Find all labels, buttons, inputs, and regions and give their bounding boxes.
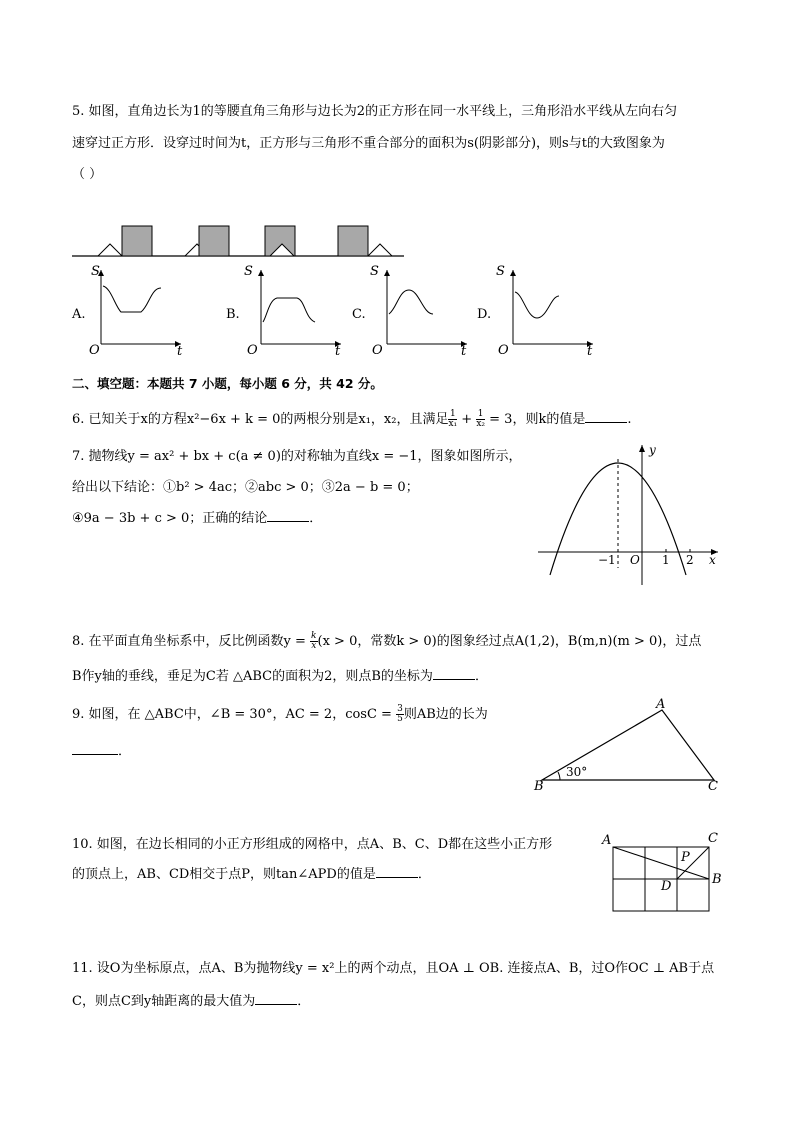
graph-d [497, 266, 597, 360]
q7-fig-1: 1 [662, 553, 670, 567]
graph-a-t-label: t [177, 344, 183, 359]
q7-end: ． [309, 511, 323, 526]
graph-c-t-label: t [461, 344, 467, 359]
q5-line3: （ ） [72, 167, 103, 182]
q11-line2-text: C，则点C到y轴距离的最大值为 [72, 994, 256, 1009]
q9-fig-c: C [708, 779, 718, 794]
graph-b [245, 266, 345, 360]
q8-line1-a: 8. 在平面直角坐标系中，反比例函数y = [72, 634, 311, 649]
q10-line1: 10. 如图，在边长相同的小正方形组成的网格中，点A、B、C、D都在这些小正方形 [72, 837, 553, 852]
option-a-label: A. [72, 307, 86, 322]
q7-fig-minus1: −1 [598, 553, 616, 567]
graph-c-origin: O [372, 343, 383, 358]
q9-fig-a: A [656, 697, 666, 712]
q9-fig-angle: 30° [566, 765, 588, 779]
q6-answer-blank[interactable] [585, 410, 627, 423]
q9-line2 [72, 742, 131, 762]
q9-fig-b: B [534, 779, 544, 794]
q10-answer-blank[interactable] [376, 865, 418, 878]
q6-plus: + [457, 412, 477, 427]
q8-frac: $\frac{k}{x}$ [311, 631, 317, 651]
q7-fig-2: 2 [686, 553, 694, 567]
q11-line1: 11. 设O为坐标原点，点A、B为抛物线y = x²上的两个动点，且OA ⊥ OB. 连接点A、B，过O作OC ⊥ AB于点 [72, 961, 715, 976]
q7-line2: 给出以下结论：①b² > 4ac；②abc > 0；③2a − b = 0； [72, 480, 419, 495]
option-b-label: B. [226, 307, 240, 322]
graph-b-s-label: S [244, 264, 253, 279]
q9-line1-a: 9. 如图，在 △ABC中，∠B = 30°，AC = 2，cosC = [72, 707, 397, 722]
q7-answer-blank[interactable] [267, 509, 309, 522]
q9-frac: $\frac{3}{5}$ [397, 704, 403, 724]
q8-line2 [72, 667, 488, 687]
q9-line1-b: 则AB边的长为 [403, 707, 488, 722]
q10-line2 [72, 865, 431, 885]
q10-end: ． [417, 867, 431, 882]
q5-line1: 5. 如图，直角边长为1的等腰直角三角形与边长为2的正方形在同一水平线上，三角形沿水平线从左向右匀 [72, 104, 678, 119]
q8-answer-blank[interactable] [433, 667, 475, 680]
q9-answer-blank[interactable] [72, 742, 118, 755]
graph-a [85, 266, 185, 360]
q11-line2 [72, 992, 310, 1012]
q9-line1 [72, 705, 488, 725]
q6-end: . [627, 412, 632, 427]
graph-d-origin: O [498, 343, 509, 358]
q5-sequence-figure [70, 222, 410, 262]
q9-triangle-figure [530, 698, 730, 793]
q6-line [72, 410, 631, 430]
q6-frac1: $\frac{1}{\text{x₁}}$ [448, 409, 458, 429]
q7-line3 [72, 509, 322, 529]
q10-fig-a: A [602, 833, 612, 848]
q7-fig-y-label: y [649, 443, 656, 457]
graph-a-s-label: S [91, 264, 100, 279]
graph-b-origin: O [247, 343, 258, 358]
q10-line2-text: 的顶点上，AB、CD相交于点P，则tan∠APD的值是 [72, 867, 376, 882]
q10-fig-d: D [661, 879, 672, 894]
q8-line2-text: B作y轴的垂线，垂足为C若 △ABC的面积为2，则点B的坐标为 [72, 669, 433, 684]
graph-d-s-label: S [496, 264, 505, 279]
q11-end: ． [297, 994, 311, 1009]
q10-fig-b: B [712, 872, 722, 887]
q9-end: ． [118, 744, 132, 759]
graph-d-t-label: t [587, 344, 593, 359]
q8-end: ． [474, 669, 488, 684]
option-d-label: D. [477, 307, 492, 322]
q11-answer-blank[interactable] [255, 992, 297, 1005]
q6-prefix: 6. 已知关于x的方程x²−6x + k = 0的两根分别是x₁，x₂，且满足 [72, 412, 449, 427]
section-heading: 二、填空题：本题共 7 小题，每小题 6 分，共 42 分。 [72, 376, 383, 391]
q8-line1-b: (x > 0，常数k > 0)的图象经过点A(1,2)，B(m,n)(m > 0)，过点 [317, 634, 702, 649]
q5-line2: 速穿过正方形．设穿过时间为t，正方形与三角形不重合部分的面积为s(阴影部分)，则s与t的大致图象为 [72, 136, 665, 151]
graph-b-t-label: t [335, 344, 341, 359]
q7-fig-origin: O [630, 553, 640, 567]
q7-line3-text: ④9a − 3b + c > 0；正确的结论 [72, 511, 268, 526]
graph-c [371, 266, 471, 360]
q7-line1: 7. 抛物线y = ax² + bx + c(a ≠ 0)的对称轴为直线x = −1，图象如图所示， [72, 449, 522, 464]
graph-c-s-label: S [370, 264, 379, 279]
q8-line1 [72, 632, 701, 652]
graph-a-origin: O [89, 343, 100, 358]
q6-frac2: $\frac{1}{\text{x₂}}$ [476, 409, 486, 429]
q10-fig-p: P [681, 850, 690, 865]
q10-fig-c: C [708, 831, 718, 846]
q6-suffix: = 3，则k的值是 [485, 412, 586, 427]
option-c-label: C. [352, 307, 366, 322]
q7-fig-x-label: x [709, 553, 716, 567]
